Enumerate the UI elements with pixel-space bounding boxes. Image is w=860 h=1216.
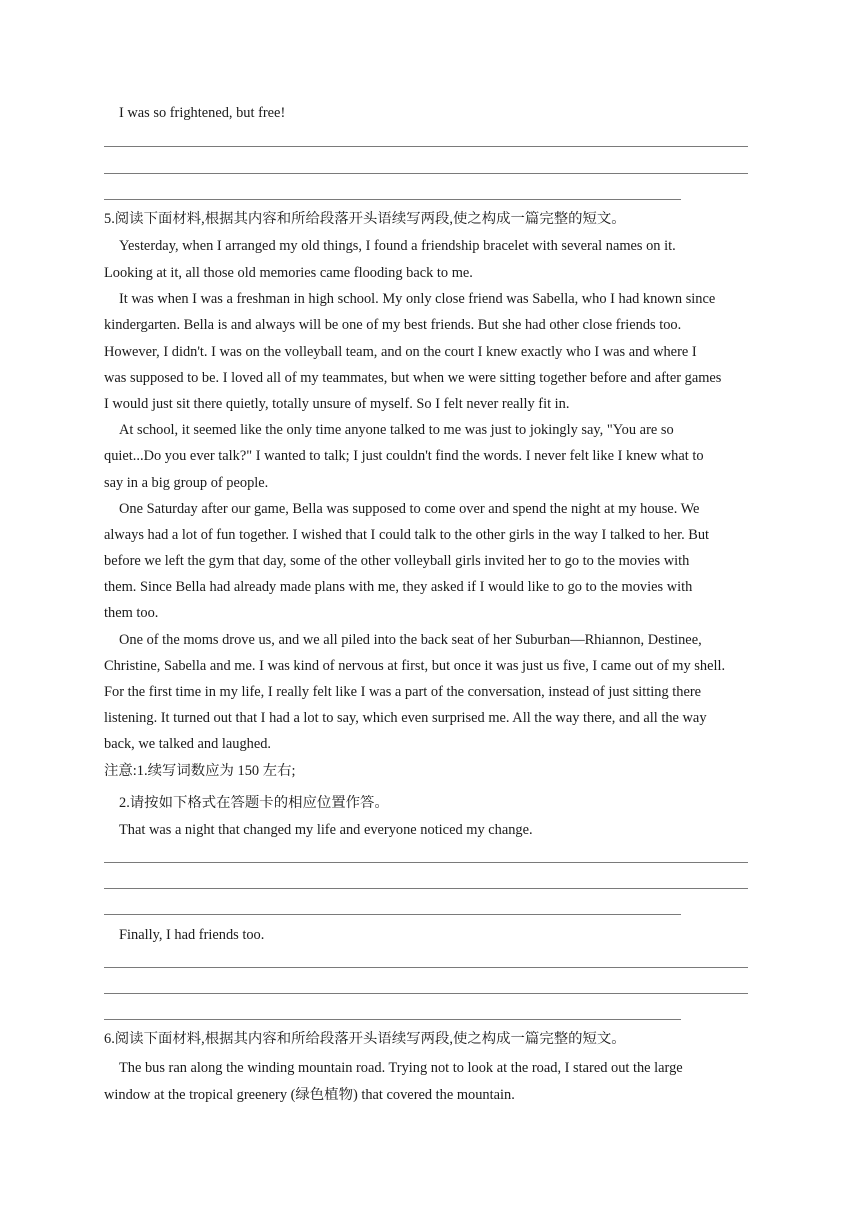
q5-line: I would just sit there quietly, totally unsure of myself. So I felt never really fit in. (104, 396, 570, 412)
q6-heading: 6.阅读下面材料,根据其内容和所给段落开头语续写两段,使之构成一篇完整的短文。 (104, 1031, 626, 1047)
q5-para2-start: Finally, I had friends too. (119, 927, 265, 943)
q5-line: say in a big group of people. (104, 475, 269, 491)
q5-line: kindergarten. Bella is and always will be one of my best friends. But she had other close friends too. (104, 317, 682, 333)
q5-line: Christine, Sabella and me. I was kind of nervous at first, but once it was just us five, I came out of my shell. (104, 658, 726, 674)
q5-line: Yesterday, when I arranged my old things, I found a friendship bracelet with several names on it. (119, 238, 676, 254)
q5-line: was supposed to be. I loved all of my teammates, but when we were sitting together before and after games (104, 370, 722, 386)
q5-line: One Saturday after our game, Bella was supposed to come over and spend the night at my house. We (119, 501, 700, 517)
answer-line (104, 914, 681, 915)
q5-line: quiet...Do you ever talk?" I wanted to talk; I just couldn't find the words. I never felt like I knew what to (104, 448, 704, 464)
q5-line: them too. (104, 605, 159, 621)
q5-line: Looking at it, all those old memories came flooding back to me. (104, 265, 473, 281)
q5-line: It was when I was a freshman in high school. My only close friend was Sabella, who I had known since (119, 291, 716, 307)
q5-para1-start: That was a night that changed my life and everyone noticed my change. (119, 822, 533, 838)
q5-line: However, I didn't. I was on the volleyball team, and on the court I knew exactly who I was and where I (104, 344, 697, 360)
answer-line (104, 993, 748, 994)
q6-line: The bus ran along the winding mountain road. Trying not to look at the road, I stared out the large (119, 1060, 683, 1076)
q5-heading: 5.阅读下面材料,根据其内容和所给段落开头语续写两段,使之构成一篇完整的短文。 (104, 211, 626, 227)
answer-line (104, 862, 748, 863)
answer-line (104, 967, 748, 968)
q5-line: them. Since Bella had already made plans with me, they asked if I would like to go to the movies with (104, 579, 693, 595)
q4-last-line: I was so frightened, but free! (119, 105, 286, 121)
q5-line: listening. It turned out that I had a lot to say, which even surprised me. All the way there, and all the way (104, 710, 707, 726)
answer-line (104, 173, 748, 174)
q5-line: always had a lot of fun together. I wished that I could talk to the other girls in the way I talked to her. But (104, 527, 710, 543)
q5-note-1: 注意:1.续写词数应为 150 左右; (104, 763, 296, 779)
answer-line (104, 1019, 681, 1020)
q5-line: For the first time in my life, I really felt like I was a part of the conversation, instead of just sitting there (104, 684, 702, 700)
q5-line: back, we talked and laughed. (104, 736, 272, 752)
q5-line: before we left the gym that day, some of the other volleyball girls invited her to go to the movies with (104, 553, 690, 569)
q6-line: window at the tropical greenery (绿色植物) that covered the mountain. (104, 1087, 515, 1103)
answer-line (104, 146, 748, 147)
q5-note-2: 2.请按如下格式在答题卡的相应位置作答。 (119, 795, 389, 811)
answer-line (104, 888, 748, 889)
q5-line: At school, it seemed like the only time anyone talked to me was just to jokingly say, "You are so (119, 422, 674, 438)
q5-line: One of the moms drove us, and we all piled into the back seat of her Suburban—Rhiannon, Destinee, (119, 632, 702, 648)
answer-line (104, 199, 681, 200)
